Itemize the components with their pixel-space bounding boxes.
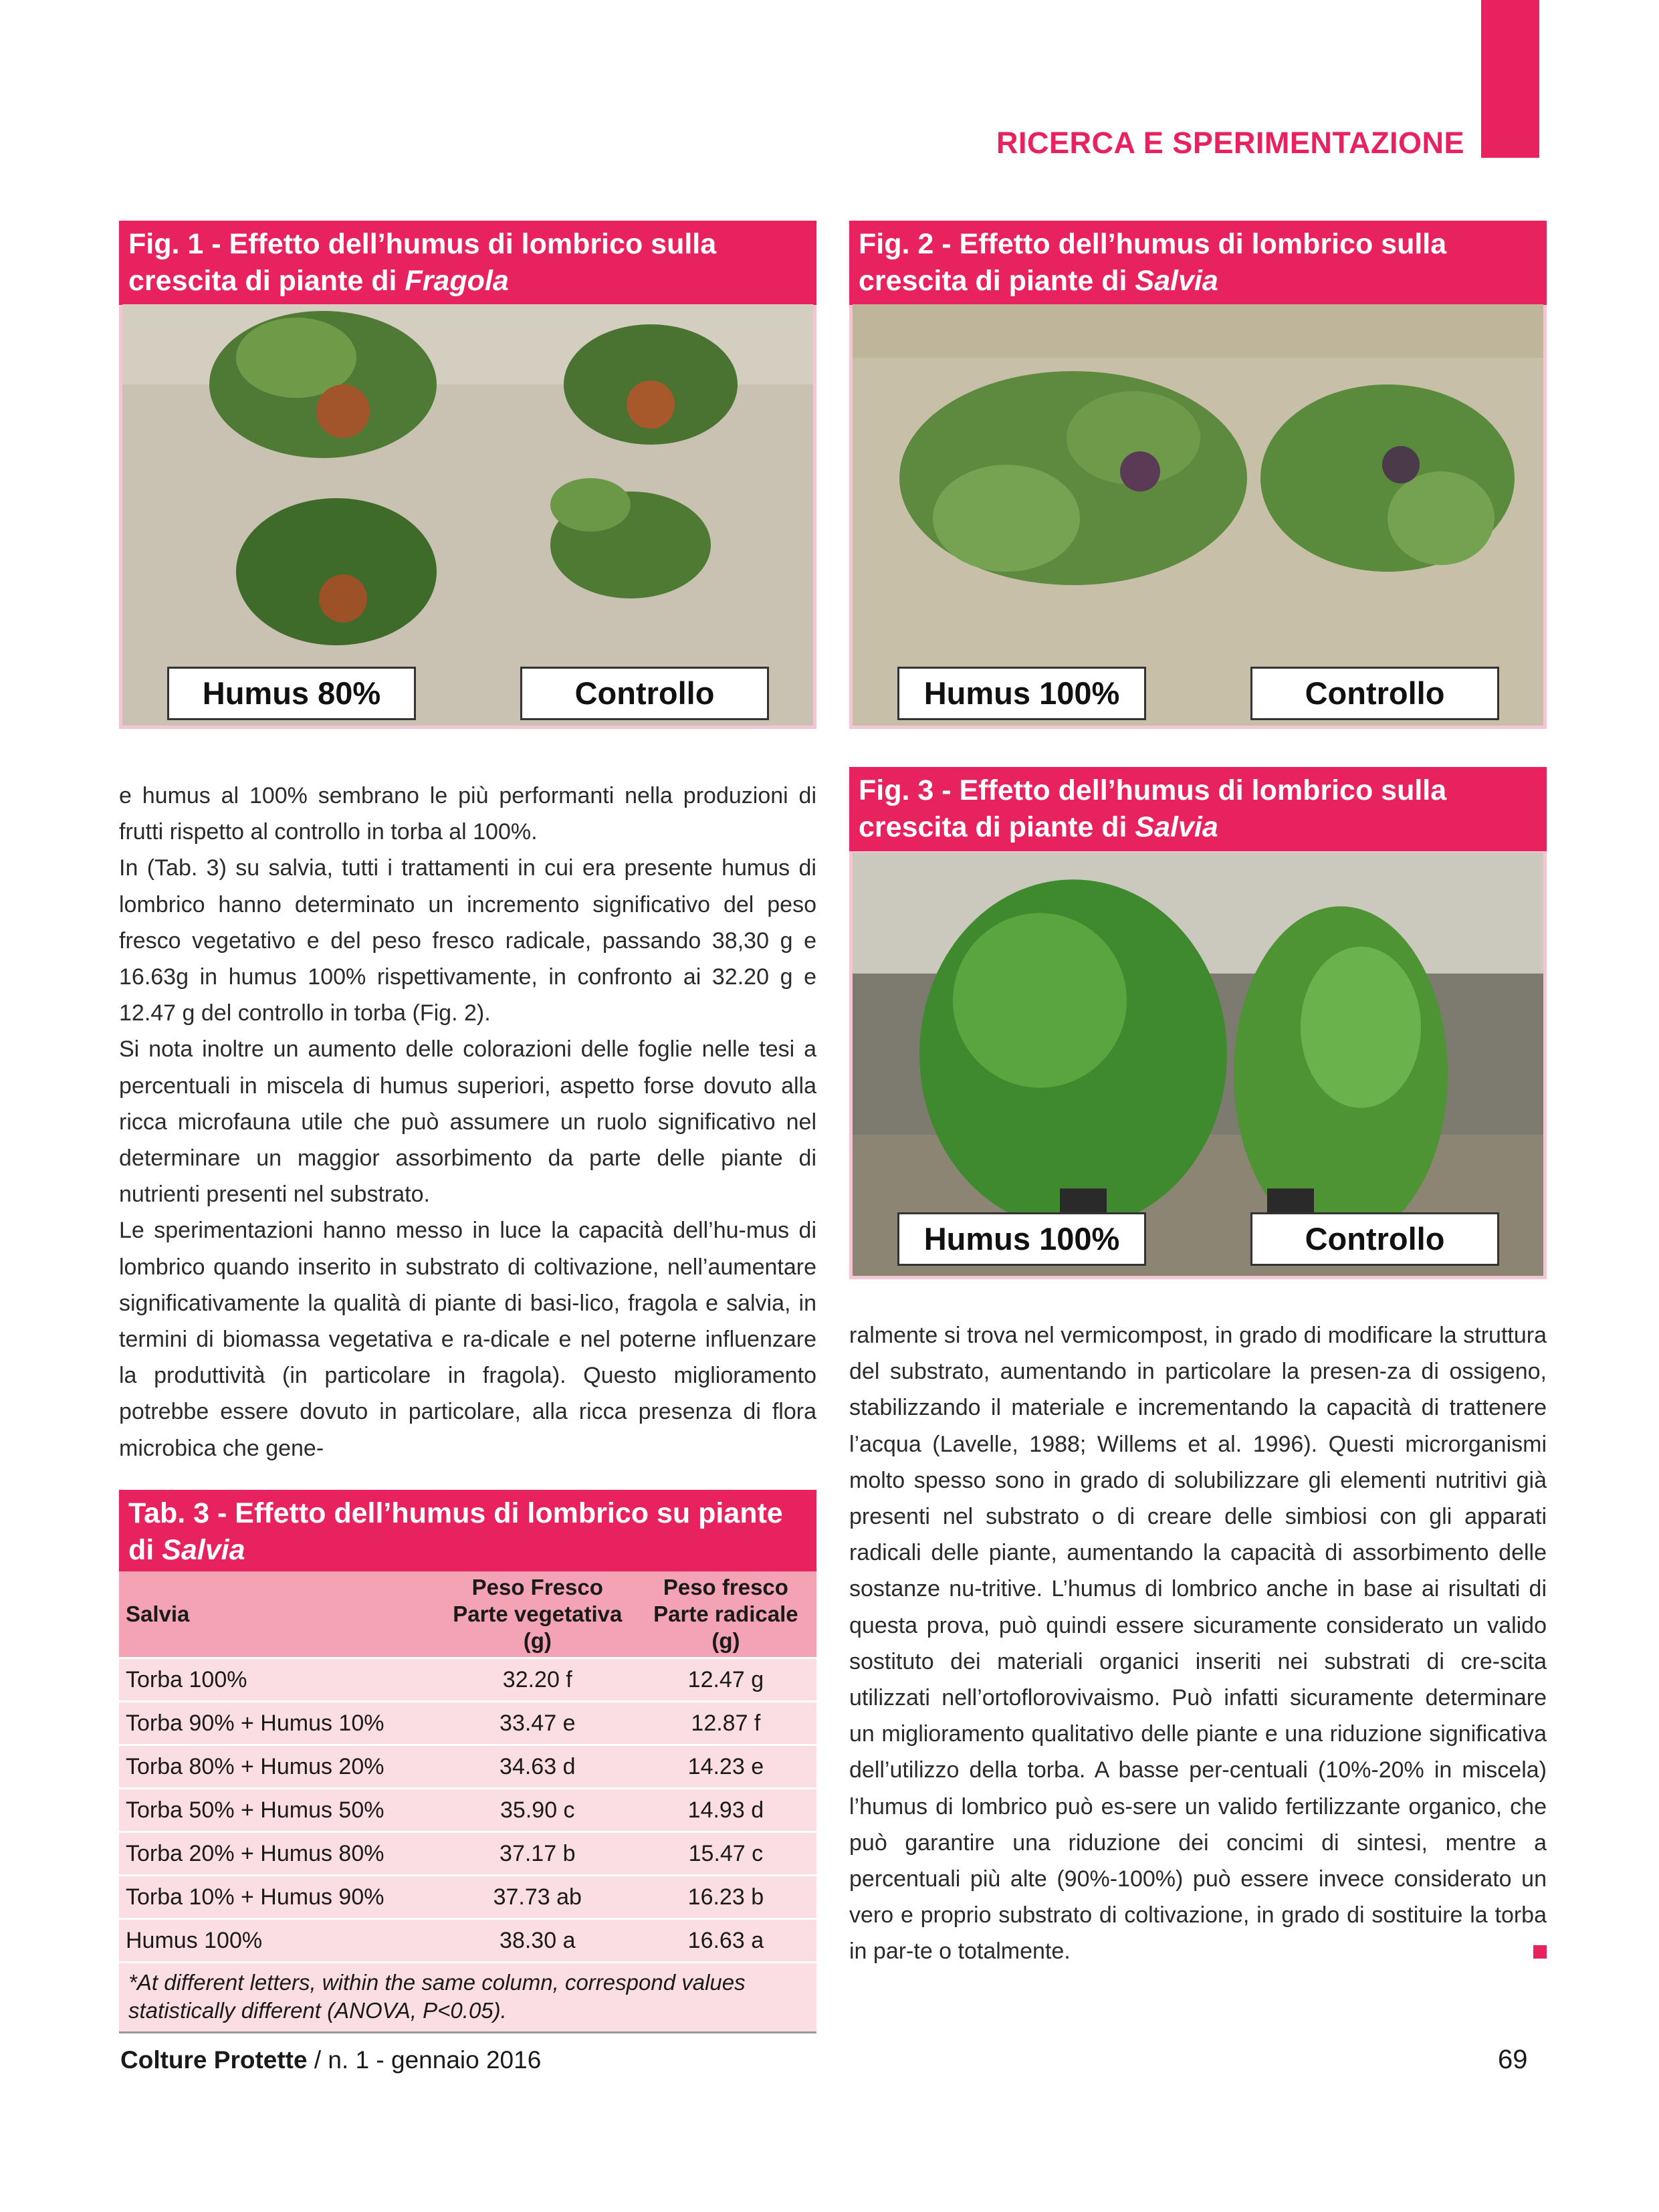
table-3-species: Salvia bbox=[162, 1534, 245, 1566]
table-row bbox=[119, 1789, 816, 1832]
paragraph: Si nota inoltre un aumento delle colorazioni delle foglie nelle tesi a percentuali in miscela di humus superiori, aspetto forse dovuto alla ricca microfauna utile che può assumere un ruolo significativo nel determinare un maggior assorbimento da parte delle piante di nutrienti presenti nel substrato. bbox=[119, 1036, 816, 1208]
table-cell: Torba 10% + Humus 90% bbox=[119, 1876, 440, 1919]
table-cell: 16.63 a bbox=[635, 1919, 816, 1962]
footer-journal bbox=[120, 2046, 541, 2074]
figure-3-label-treatment: Humus 100% bbox=[897, 1212, 1146, 1266]
page-number: 69 bbox=[1498, 2045, 1528, 2074]
figure-2 bbox=[849, 221, 1547, 729]
figure-2-species: Salvia bbox=[1135, 265, 1218, 297]
figure-2-photo bbox=[853, 304, 1543, 726]
figure-3 bbox=[849, 767, 1547, 1279]
table-cell: 15.47 c bbox=[635, 1832, 816, 1876]
paragraph: ralmente si trova nel vermicompost, in grado di modificare la struttura del substrato, aumentando in particolare la presen-za di ossigeno, stabilizzando il materiale e incrementando la capacità di trattenere l’acqua (Lavelle, 1988; Willems et al. 1996). Questi microrganismi molto spesso sono in grado di solubilizzare gli elementi nutritivi già presenti nel substrato o di creare delle simbiosi con gli apparati radicali delle piante, aumentando la capacità di assorbimento delle sostanze nu-tritive. L’humus di lombrico anche in base ai risultati di questa prova, può quindi essere sicuramente considerato un valido sostituto dei materiali organici inseriti nei substrati di cre-scita utilizzati nell’ortoflorovivaismo. Può infatti sicuramente determinare un miglioramento qualitativo delle piante e una riduzione significativa dell’utilizzo della torba. A basse per-centuali (10%-20% in miscela) l’humus di lombrico può es-sere un valido fertilizzante organico, che può garantire una riduzione dei concimi di sintesi, mentre a percentuali più alte (90%-100%) può essere invece considerato un vero e proprio substrato di coltivazione, in grado di sostituire la torba in par-te o totalmente. bbox=[849, 1323, 1547, 1965]
figure-3-title: Fig. 3 - Effetto dell’humus di lombrico sulla crescita di piante di Salvia bbox=[849, 767, 1547, 851]
table-row bbox=[119, 1919, 816, 1962]
figure-1-species: Fragola bbox=[405, 265, 509, 297]
table-header-cell: Salvia bbox=[119, 1571, 440, 1658]
table-cell: 38.30 a bbox=[440, 1919, 635, 1962]
table-row bbox=[119, 1702, 816, 1745]
table-3-note: *At different letters, within the same column, correspond values statistically different (ANOVA, P<0.05). bbox=[119, 1961, 816, 2033]
issue-info: / n. 1 - gennaio 2016 bbox=[307, 2046, 542, 2074]
table-cell: 14.93 d bbox=[635, 1789, 816, 1832]
table-cell: 34.63 d bbox=[440, 1745, 635, 1789]
figure-1-photo bbox=[122, 304, 813, 726]
table-cell: 37.17 b bbox=[440, 1832, 635, 1876]
table-cell: Torba 80% + Humus 20% bbox=[119, 1745, 440, 1789]
table-cell: 35.90 c bbox=[440, 1789, 635, 1832]
table-row bbox=[119, 1658, 816, 1702]
paragraph: In (Tab. 3) su salvia, tutti i trattamenti in cui era presente humus di lombrico hanno determinato un incremento significativo del peso fresco vegetativo e del peso fresco radicale, passando 38,30 g e 16.63g in humus 100% rispettivamente, in confronto ai 32.20 g e 12.47 g del controllo in torba (Fig. 2). bbox=[119, 855, 816, 1026]
table-header-row bbox=[119, 1571, 816, 1658]
figure-1 bbox=[119, 221, 816, 729]
figure-2-label-treatment: Humus 100% bbox=[897, 667, 1146, 720]
figure-1-title: Fig. 1 - Effetto dell’humus di lombrico sulla crescita di piante di Fragola bbox=[119, 221, 816, 305]
table-cell: 32.20 f bbox=[440, 1658, 635, 1702]
table-cell: Torba 100% bbox=[119, 1658, 440, 1702]
journal-name: Colture Protette bbox=[120, 2046, 308, 2074]
end-of-article-mark bbox=[1533, 1945, 1547, 1959]
figure-1-label-treatment: Humus 80% bbox=[167, 667, 416, 720]
figure-3-label-control: Controllo bbox=[1250, 1212, 1499, 1266]
table-row bbox=[119, 1876, 816, 1919]
paragraph: Le sperimentazioni hanno messo in luce la capacità dell’hu-mus di lombrico quando inserito in substrato di coltivazione, nell’aumentare significativamente la qualità di piante di basi-lico, fragola e salvia, in termini di biomassa vegetativa e ra-dicale e nel poterne influenzare la produttività (in particolare in fragola). Questo miglioramento potrebbe essere dovuto in particolare, alla ricca presenza di flora microbica che gene- bbox=[119, 1218, 816, 1461]
table-cell: Torba 20% + Humus 80% bbox=[119, 1832, 440, 1876]
table-cell: Humus 100% bbox=[119, 1919, 440, 1962]
table-cell: Torba 90% + Humus 10% bbox=[119, 1702, 440, 1745]
table-3-grid bbox=[119, 1571, 816, 1961]
left-column-text bbox=[119, 778, 816, 1466]
table-cell: 16.23 b bbox=[635, 1876, 816, 1919]
table-cell: 14.23 e bbox=[635, 1745, 816, 1789]
table-3-title: Tab. 3 - Effetto dell’humus di lombrico su piante di Salvia bbox=[119, 1490, 816, 1571]
table-row bbox=[119, 1832, 816, 1876]
table-3 bbox=[119, 1490, 816, 2033]
right-column-text bbox=[849, 1317, 1547, 1970]
table-cell: 12.47 g bbox=[635, 1658, 816, 1702]
table-cell: 37.73 ab bbox=[440, 1876, 635, 1919]
table-row bbox=[119, 1745, 816, 1789]
table-header-cell: Peso Fresco Parte vegetativa (g) bbox=[440, 1571, 635, 1658]
figure-3-species: Salvia bbox=[1135, 811, 1218, 843]
section-tab-marker bbox=[1481, 0, 1539, 158]
figure-1-label-control: Controllo bbox=[520, 667, 769, 720]
table-header-cell: Peso fresco Parte radicale (g) bbox=[635, 1571, 816, 1658]
section-heading: RICERCA E SPERIMENTAZIONE bbox=[996, 126, 1464, 160]
figure-2-label-control: Controllo bbox=[1250, 667, 1499, 720]
table-cell: 12.87 f bbox=[635, 1702, 816, 1745]
table-cell: Torba 50% + Humus 50% bbox=[119, 1789, 440, 1832]
paragraph: e humus al 100% sembrano le più performanti nella produzioni di frutti rispetto al controllo in torba al 100%. bbox=[119, 783, 816, 845]
figure-2-title: Fig. 2 - Effetto dell’humus di lombrico sulla crescita di piante di Salvia bbox=[849, 221, 1547, 305]
table-cell: 33.47 e bbox=[440, 1702, 635, 1745]
